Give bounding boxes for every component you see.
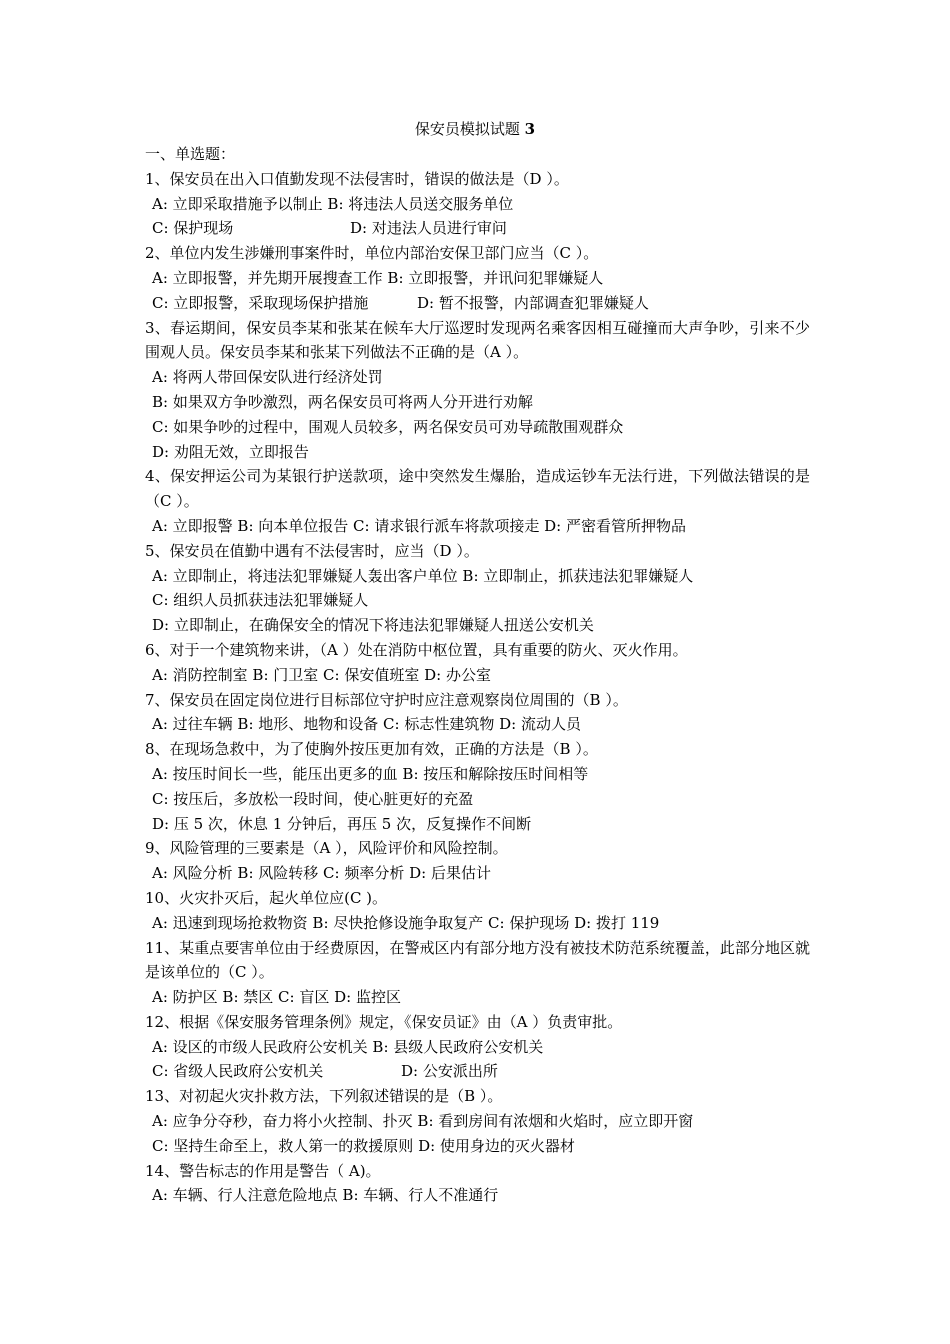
option-text: D: 暂不报警，内部调查犯罪嫌疑人 [417, 293, 649, 312]
option-line: A: 应争分夺秒，奋力将小火控制、扑灭 B: 看到房间有浓烟和火焰时，应立即开窗 [152, 1112, 694, 1131]
option-text: C: 省级人民政府公安机关 [152, 1062, 324, 1081]
option-line: A: 按压时间长一些，能压出更多的血 B: 按压和解除按压时间相等 [152, 764, 589, 783]
option-line: A: 防护区 B: 禁区 C: 盲区 D: 监控区 [152, 988, 401, 1007]
option-line: A: 车辆、行人注意危险地点 B: 车辆、行人不准通行 [152, 1186, 499, 1205]
title-text: 保安员模拟试题 [414, 120, 520, 138]
question-text: 10、火灾扑灭后，起火单位应(C )。 [145, 888, 388, 907]
page-title [0, 117, 950, 141]
question-text: 9、风险管理的三要素是（A ），风险评价和风险控制。 [145, 839, 508, 858]
question-text: 11、某重点要害单位由于经费原因，在警戒区内有部分地方没有被技术防范系统覆盖，此部分地区就是该单位的（C ）。 [145, 938, 810, 982]
question-text: 3、春运期间，保安员李某和张某在候车大厅巡逻时发现两名乘客因相互碰撞而大声争吵，引来不少围观人员。保安员李某和张某下列做法不正确的是（A ）。 [145, 318, 810, 362]
option-line: A: 迅速到现场抢救物资 B: 尽快抢修设施争取复产 C: 保护现场 D: 拨打 119 [152, 913, 660, 932]
option-line: A: 立即报警 B: 向本单位报告 C: 请求银行派车将款项接走 D: 严密看管所押物品 [152, 516, 686, 535]
option-line: A: 设区的市级人民政府公安机关 B: 县级人民政府公安机关 [152, 1037, 544, 1056]
question-list [145, 142, 810, 1208]
option-line: D: 劝阻无效，立即报告 [152, 442, 309, 461]
option-text: D: 公安派出所 [401, 1062, 498, 1081]
option-line: A: 将两人带回保安队进行经济处罚 [152, 368, 383, 387]
question-text: 8、在现场急救中，为了使胸外按压更加有效，正确的方法是（B ）。 [145, 740, 598, 759]
question-text: 4、保安押运公司为某银行护送款项，途中突然发生爆胎，造成运钞车无法行进，下列做法错误的是（C ）。 [145, 467, 810, 511]
option-line: D: 压 5 次，休息 1 分钟后，再压 5 次，反复操作不间断 [152, 814, 532, 833]
option-line: C: 坚持生命至上，救人第一的救援原则 D: 使用身边的灭火器材 [152, 1136, 575, 1155]
question-text: 5、保安员在值勤中遇有不法侵害时，应当（D ）。 [145, 541, 479, 560]
question-text: 7、保安员在固定岗位进行目标部位守护时应注意观察岗位周围的（B ）。 [145, 690, 628, 709]
question-text: 1、保安员在出入口值勤发现不法侵害时，错误的做法是（D ）。 [145, 169, 569, 188]
option-line: A: 立即制止，将违法犯罪嫌疑人轰出客户单位 B: 立即制止，抓获违法犯罪嫌疑人 [152, 566, 694, 585]
option-line: A: 风险分析 B: 风险转移 C: 频率分析 D: 后果估计 [152, 864, 491, 883]
option-line [145, 1059, 810, 1084]
question-text: 12、根据《保安服务管理条例》规定，《保安员证》由（A ）负责审批。 [145, 1012, 623, 1031]
option-line [145, 291, 810, 316]
option-line: A: 过往车辆 B: 地形、地物和设备 C: 标志性建筑物 D: 流动人员 [152, 715, 581, 734]
option-text: C: 立即报警，采取现场保护措施 [152, 293, 369, 312]
question-text: 6、对于一个建筑物来讲，（A ）处在消防中枢位置，具有重要的防火、灭火作用。 [145, 640, 688, 659]
question-text: 14、警告标志的作用是警告（ A)。 [145, 1161, 381, 1180]
title-number: 3 [524, 120, 536, 138]
option-line: A: 立即报警，并先期开展搜查工作 B: 立即报警，并讯问犯罪嫌疑人 [152, 268, 604, 287]
option-line: D: 立即制止，在确保安全的情况下将违法犯罪嫌疑人扭送公安机关 [152, 616, 594, 635]
option-line: B: 如果双方争吵激烈，两名保安员可将两人分开进行劝解 [152, 392, 533, 411]
question-text: 13、对初起火灾扑救方法，下列叙述错误的是（B ）。 [145, 1087, 503, 1106]
question-text: 2、单位内发生涉嫌刑事案件时，单位内部治安保卫部门应当（C ）。 [145, 244, 599, 263]
option-line: C: 组织人员抓获违法犯罪嫌疑人 [152, 591, 369, 610]
option-text: D: 对违法人员进行审问 [350, 219, 507, 238]
option-line: A: 立即采取措施予以制止 B: 将违法人员送交服务单位 [152, 194, 514, 213]
section-heading: 一、单选题： [145, 145, 236, 163]
option-line: C: 按压后，多放松一段时间，使心脏更好的充盈 [152, 789, 474, 808]
option-line [145, 216, 810, 241]
option-line: C: 如果争吵的过程中，围观人员较多，两名保安员可劝导疏散围观群众 [152, 417, 624, 436]
option-line: A: 消防控制室 B: 门卫室 C: 保安值班室 D: 办公室 [152, 665, 491, 684]
option-text: C: 保护现场 [152, 219, 234, 238]
